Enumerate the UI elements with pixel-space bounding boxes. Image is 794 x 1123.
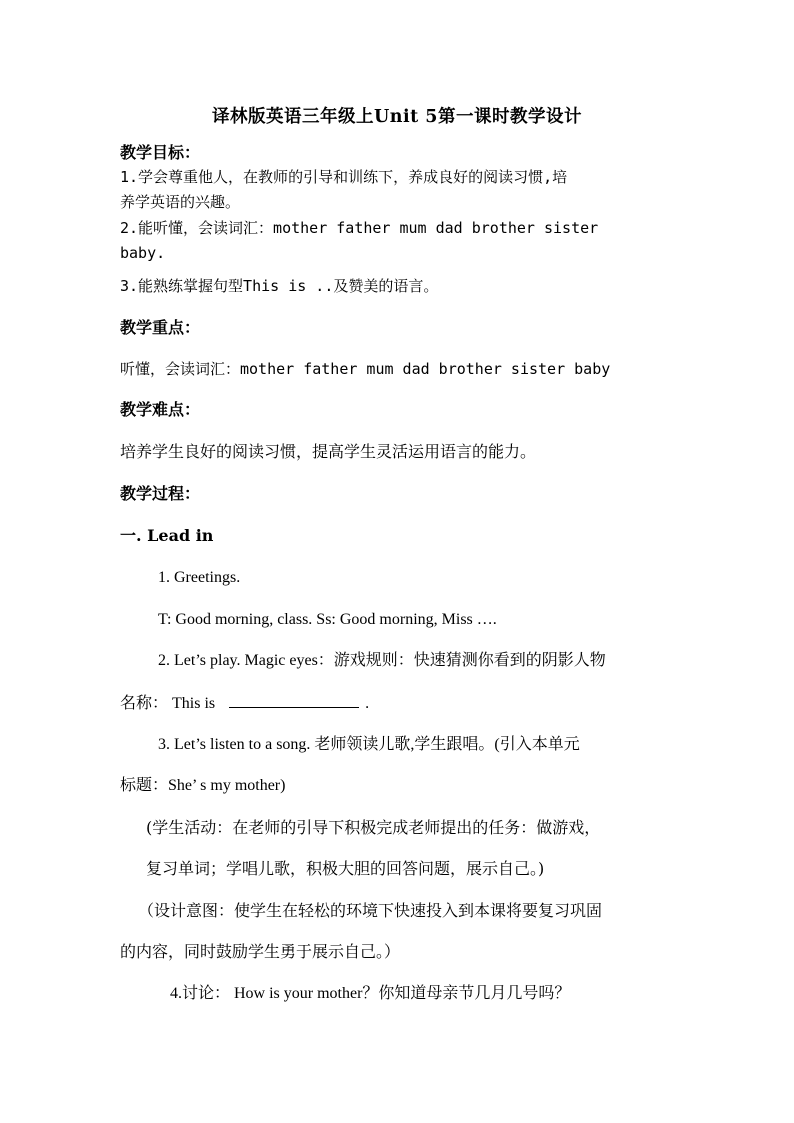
objectives-heading: 教学目标： [120,143,201,162]
step-song-line-1: 3. Let’s listen to a song. 老师领读儿歌,学生跟唱。(引入本单元 [158,736,580,753]
student-activity-line-2: 复习单词；学唱儿歌，积极大胆的回答问题，展示自己。) [146,859,545,878]
step-play-line-1: 2. Let’s play. Magic eyes：游戏规则：快速猜测你看到的阴影人物 [158,652,606,669]
greetings-dialog: T: Good morning, class. Ss: Good morning, Miss …. [158,611,497,628]
document-title: 译林版英语三年级上Unit 5第一课时教学设计 [212,107,582,127]
objective-1-line-1: 1.学会尊重他人，在教师的引导和训练下，养成良好的阅读习惯,培 [120,168,568,186]
step-discussion: 4.讨论： How is your mother？你知道母亲节几月几号吗？ [170,985,571,1002]
section-lead-in: 一. Lead in [120,526,214,545]
student-activity-line-1: (学生活动：在老师的引导下积极完成老师提出的任务：做游戏， [146,818,601,837]
answer-blank [229,692,359,708]
objective-2-line-1: 2.能听懂，会读词汇：mother father mum dad brother sister [120,219,599,237]
difficulties-heading: 教学难点： [120,400,201,419]
design-intent-line-1: （设计意图：使学生在轻松的环境下快速投入到本课将要复习巩固 [138,901,603,920]
objective-3: 3.能熟练掌握句型This is ..及赞美的语言。 [120,277,439,295]
design-intent-line-2: 的内容，同时鼓励学生勇于展示自己。） [120,942,401,961]
key-points-text: 听懂，会读词汇：mother father mum dad brother sister baby [120,360,611,378]
difficulties-text: 培养学生良好的阅读习惯，提高学生灵活运用语言的能力。 [120,442,537,461]
step-play-prompt: 名称： This is [120,695,216,712]
process-heading: 教学过程： [120,484,201,503]
objective-1-line-2: 养学英语的兴趣。 [120,193,241,211]
step-play-period: . [365,695,370,712]
step-song-line-2: 标题：She’ s my mother) [120,777,286,794]
objective-2-line-2: baby. [120,244,166,262]
key-points-heading: 教学重点： [120,318,201,337]
step-greetings: 1. Greetings. [158,569,241,586]
step-play-line-2 [120,692,369,714]
